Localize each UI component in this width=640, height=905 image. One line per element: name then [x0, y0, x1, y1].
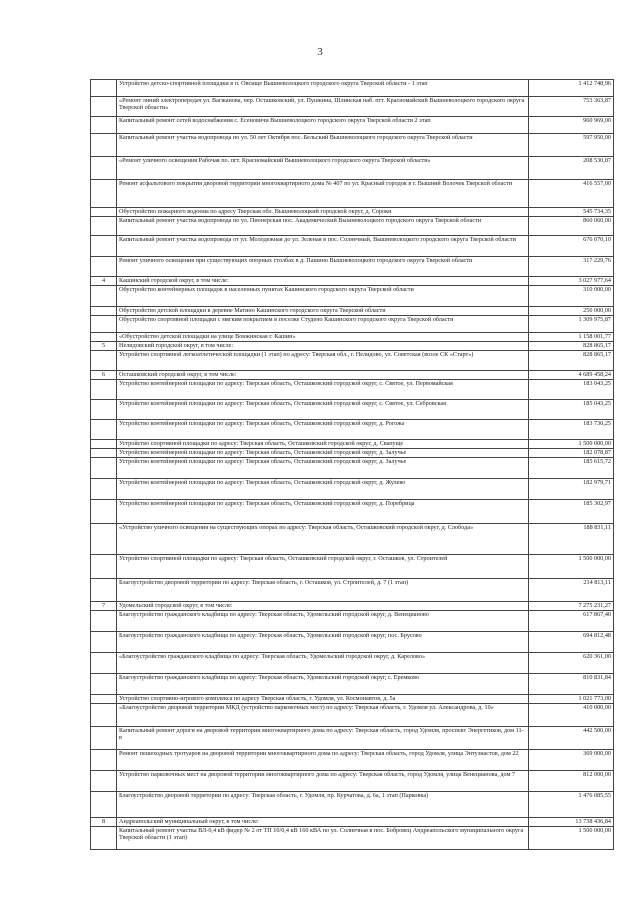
row-amount: 1 412 748,96	[529, 80, 614, 97]
row-description: Устройство контейнерной площадки по адресу: Тверская область, Осташковский городской округ, д. Залучье	[117, 449, 529, 458]
table-row	[91, 97, 614, 117]
row-description: Удомельский городской округ, в том числе:	[117, 602, 529, 611]
row-number	[91, 500, 117, 524]
row-number	[91, 827, 117, 850]
table-row	[91, 750, 614, 771]
table-row	[91, 704, 614, 727]
table-row	[91, 80, 614, 97]
row-description: Устройство контейнерной площадки по адресу: Тверская область, Осташковский городской округ, с. Святое, ул. Первомайская	[117, 380, 529, 400]
row-description: Капитальный ремонт сетей водоснабжения с. Есеновичи Вышневолоцкого городского округа Тверской области 2 этап	[117, 117, 529, 134]
row-amount: 1 309 975,87	[529, 316, 614, 333]
district-row	[91, 602, 614, 611]
row-amount: 620 361,00	[529, 653, 614, 674]
row-amount: 185 302,97	[529, 500, 614, 524]
row-amount: 182 979,71	[529, 479, 614, 500]
row-number	[91, 307, 117, 316]
row-amount: 812 000,00	[529, 771, 614, 792]
funding-table-body	[91, 80, 614, 850]
row-description: Андреапольский муниципальный округ, в том числе:	[117, 818, 529, 827]
district-row	[91, 371, 614, 380]
table-row	[91, 555, 614, 579]
row-description: «Обустройство детской площадки на улице Вонжинская г. Кашин»	[117, 333, 529, 342]
row-description: Устройство спортивно-игрового комплекса по адресу Тверская область, г. Удомля, ул. Космонавтов, д. 5а	[117, 695, 529, 704]
row-number	[91, 611, 117, 632]
row-amount: 185 043,25	[529, 400, 614, 420]
table-row	[91, 632, 614, 653]
row-amount: 369 000,00	[529, 750, 614, 771]
page-number: 3	[317, 46, 323, 58]
row-description: Обустройство спортивной площадки с мягким покрытием в поселке Студено Кашинского городского округа Тверской области	[117, 316, 529, 333]
row-description: Устройство спортивной площадки по адресу: Тверская область, Осташковский городской округ, г. Осташков, ул. Строителей	[117, 555, 529, 579]
row-amount: 214 813,11	[529, 579, 614, 602]
row-amount: 1 500 000,00	[529, 440, 614, 449]
row-amount: 828 865,17	[529, 342, 614, 351]
table-row	[91, 307, 614, 316]
row-description: Устройство детско-спортивной площадки в п. Овсище Вышневолоцкого городского округа Тверской области - 1 этап	[117, 80, 529, 97]
row-description: Обустройство пожарного водоема по адресу Тверская обл. Вышневолоцкий городской округ, д. Сороки	[117, 208, 529, 217]
row-description: Кашинский городской округ, в том числе:	[117, 277, 529, 286]
row-description: Капитальный ремонт участка водопровода по ул. 50 лет Октября пос. Бельский Вышневолоцкого городского округа Тверской области	[117, 134, 529, 157]
row-description: Нелидовский городской округ, в том числе:	[117, 342, 529, 351]
row-description: «Благоустройство дворовой территории МКД (устройство парковочных мест) по адресу: Тверская область, г. Удомля ул. Александрова, д. 10»	[117, 704, 529, 727]
row-description: Благоустройство гражданского кладбища по адресу: Тверская область, Удомельский городской округ, д. Венецианово	[117, 611, 529, 632]
table-row	[91, 458, 614, 479]
row-description: Капитальный ремонт участка ВЛ-0,4 кВ фидер № 2 от ТП 10/0,4 кВ 160 кВА по ул. Солнечная в пос. Бобровец Андреапольского муниципального округа Тверской области (1 этап)	[117, 827, 529, 850]
row-description: Благоустройство гражданского кладбища по адресу: Тверская область, Удомельский городской округ, пос. Брусово	[117, 632, 529, 653]
row-number	[91, 727, 117, 750]
district-row	[91, 342, 614, 351]
row-description: Благоустройство дворовой территории по адресу: Тверская область, г. Удомля, пр. Курчатова, д. 6а, 1 этап (Парковка)	[117, 792, 529, 818]
row-number	[91, 97, 117, 117]
row-description: Устройство контейнерной площадки по адресу: Тверская область, Осташковский городской округ, д. Жулево	[117, 479, 529, 500]
row-amount: 250 000,00	[529, 307, 614, 316]
row-description: Устройство спортивной легкоатлетической площадки (1 этап) по адресу: Тверская обл., г. Нелидово, ул. Советская (возле СК «Старт»)	[117, 351, 529, 371]
table-row	[91, 579, 614, 602]
row-number	[91, 695, 117, 704]
row-description: Ремонт уличного освещения при существующих опорных столбах в д. Пашино Вышневолоцкого городского округа Тверской области	[117, 257, 529, 277]
row-description: Осташковский городской округ, в том числе:	[117, 371, 529, 380]
row-description: Устройство контейнерной площадки по адресу: Тверская область, Осташковский городской округ, д. Залучье	[117, 458, 529, 479]
row-description: Капитальный ремонт участка водопровода от ул. Молодежная до ул. Зеленая в пос. Солнечный, Вышневолоцкого городского округа Тверской области	[117, 236, 529, 257]
row-number	[91, 400, 117, 420]
row-number: 4	[91, 277, 117, 286]
row-amount: 182 078,87	[529, 449, 614, 458]
table-row	[91, 479, 614, 500]
row-number	[91, 134, 117, 157]
row-amount: 694 812,48	[529, 632, 614, 653]
row-description: «Устройство уличного освещения на существующих опорах по адресу: Тверская область, Осташковский городской округ, д. Слобода»	[117, 524, 529, 555]
row-amount: 597 950,00	[529, 134, 614, 157]
row-number	[91, 157, 117, 180]
row-number	[91, 420, 117, 440]
row-description: Благоустройство дворовой территории по адресу: Тверская область, г. Осташков, ул. Строителей, д. 7 (1 этап)	[117, 579, 529, 602]
row-number	[91, 316, 117, 333]
row-number: 7	[91, 602, 117, 611]
row-description: Обустройство детской площадки в деревне Матино Кашинского городского округа Тверской области	[117, 307, 529, 316]
row-number	[91, 555, 117, 579]
table-row	[91, 400, 614, 420]
table-row	[91, 351, 614, 371]
row-description: Устройство контейнерной площадки по адресу: Тверская область, Осташковский городской округ, д. Рогожа	[117, 420, 529, 440]
table-row	[91, 286, 614, 307]
table-row	[91, 440, 614, 449]
row-amount: 188 831,11	[529, 524, 614, 555]
row-number	[91, 479, 117, 500]
row-amount: 183 043,25	[529, 380, 614, 400]
table-row	[91, 180, 614, 208]
row-number	[91, 750, 117, 771]
row-amount: 810 831,84	[529, 674, 614, 695]
row-number	[91, 524, 117, 555]
row-description: «Ремонт линий электропередач ул. Вагжанова, пер. Осташковский, ул. Пушкина, Шлинская наб. пгт. Красномайский Вышневолоцкого городского округа Тверской области»	[117, 97, 529, 117]
row-amount: 410 000,00	[529, 704, 614, 727]
row-number	[91, 180, 117, 208]
row-amount: 1 500 000,00	[529, 827, 614, 850]
table-row	[91, 257, 614, 277]
row-description: «Благоустройство гражданского кладбища по адресу: Тверская область, Удомельский городской округ, д. Карелово»	[117, 653, 529, 674]
table-row	[91, 134, 614, 157]
row-number	[91, 80, 117, 97]
table-row	[91, 771, 614, 792]
row-number	[91, 257, 117, 277]
table-row	[91, 449, 614, 458]
row-description: Устройство контейнерной площадки по адресу: Тверская область, Осташковский городской округ, д. Поребрица	[117, 500, 529, 524]
row-description: Устройство спортивной площадки по адресу: Тверская область, Осташковский городской округ, д. Свапуще	[117, 440, 529, 449]
row-amount: 4 689 458,24	[529, 371, 614, 380]
row-amount: 208 530,87	[529, 157, 614, 180]
row-amount: 676 070,10	[529, 236, 614, 257]
row-amount: 828 865,17	[529, 351, 614, 371]
row-amount: 1 158 001,77	[529, 333, 614, 342]
row-amount: 183 730,25	[529, 420, 614, 440]
row-amount: 310 000,00	[529, 286, 614, 307]
row-number	[91, 117, 117, 134]
row-amount: 3 027 977,64	[529, 277, 614, 286]
row-number	[91, 333, 117, 342]
table-row	[91, 157, 614, 180]
row-number	[91, 579, 117, 602]
row-number	[91, 351, 117, 371]
table-row	[91, 695, 614, 704]
table-row	[91, 727, 614, 750]
row-description: Обустройство контейнерных площадок в населенных пунктах Кашинского городского округа Тверской области	[117, 286, 529, 307]
district-row	[91, 818, 614, 827]
row-number	[91, 208, 117, 217]
row-number	[91, 458, 117, 479]
row-description: Устройство парковочных мест на дворовой территории многоквартирного дома по адресу: Тверская область, город Удомля, улица Венецианова, дом 7	[117, 771, 529, 792]
row-amount: 1 476 085,55	[529, 792, 614, 818]
row-number	[91, 380, 117, 400]
row-amount: 185 615,72	[529, 458, 614, 479]
row-number	[91, 286, 117, 307]
table-row	[91, 236, 614, 257]
row-amount: 960 969,00	[529, 117, 614, 134]
row-number	[91, 632, 117, 653]
row-description: «Ремонт уличного освещения Рабочая по. пгт. Красномайский Вышневолоцкого городского округа Тверской области»	[117, 157, 529, 180]
table-row	[91, 611, 614, 632]
row-number	[91, 440, 117, 449]
row-amount: 13 738 436,84	[529, 818, 614, 827]
row-amount: 1 021 773,00	[529, 695, 614, 704]
table-row	[91, 380, 614, 400]
row-description: Устройство контейнерной площадки по адресу: Тверская область, Осташковский городской округ, с. Святое, ул. Себровская	[117, 400, 529, 420]
row-number	[91, 449, 117, 458]
table-row	[91, 316, 614, 333]
row-amount: 442 500,00	[529, 727, 614, 750]
table-row	[91, 208, 614, 217]
row-number	[91, 674, 117, 695]
row-number	[91, 217, 117, 236]
row-amount: 317 229,76	[529, 257, 614, 277]
row-number: 6	[91, 371, 117, 380]
table-row	[91, 117, 614, 134]
row-number	[91, 771, 117, 792]
table-row	[91, 653, 614, 674]
table-row	[91, 524, 614, 555]
table-row	[91, 792, 614, 818]
row-amount: 7 275 231,27	[529, 602, 614, 611]
row-amount: 617 867,40	[529, 611, 614, 632]
row-number	[91, 653, 117, 674]
row-number	[91, 236, 117, 257]
district-row	[91, 277, 614, 286]
table-row	[91, 217, 614, 236]
row-description: Благоустройство гражданского кладбища по адресу: Тверская область, Удомельский городской округ, с. Еремково	[117, 674, 529, 695]
row-description: Капитальный ремонт участка водопровода по ул. Пионерская пос. Академический Вышневолоцкого городского округа Тверской области	[117, 217, 529, 236]
table-row	[91, 674, 614, 695]
row-number	[91, 704, 117, 727]
table-row	[91, 333, 614, 342]
row-number	[91, 792, 117, 818]
row-number: 5	[91, 342, 117, 351]
row-amount: 1 500 000,00	[529, 555, 614, 579]
table-row	[91, 500, 614, 524]
table-row	[91, 827, 614, 850]
row-description: Ремонт пешеходных тротуаров на дворовой территории многоквартирного дома по адресу: Тверская область, город Удомля, улица Энтузиастов, дом 22	[117, 750, 529, 771]
funding-table	[90, 79, 614, 850]
row-amount: 545 734,35	[529, 208, 614, 217]
table-row	[91, 420, 614, 440]
row-number: 8	[91, 818, 117, 827]
row-description: Капитальный ремонт дороги на дворовой территории многоквартирного дома по адресу: Тверская область, город Удомля, проспект Энергетиков, дом 11-в	[117, 727, 529, 750]
row-amount: 416 557,00	[529, 180, 614, 208]
row-description: Ремонт асфальтового покрытия дворовой территории многоквартирного дома № 407 по ул. Красный городок в г. Вышний Волочек Тверской области	[117, 180, 529, 208]
row-amount: 753 363,87	[529, 97, 614, 117]
row-amount: 860 060,00	[529, 217, 614, 236]
